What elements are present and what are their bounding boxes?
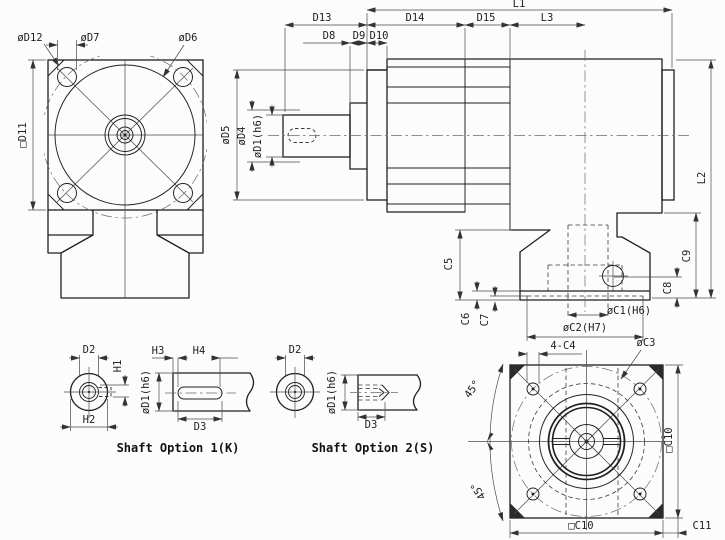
dim-label-angle-top: 45°: [462, 378, 483, 401]
dim-label-d15: D15: [476, 12, 496, 24]
shaft-option-2: [270, 344, 434, 455]
dim-label-c8: C8: [662, 281, 674, 295]
dim-label-d11: □D11: [17, 122, 29, 148]
dim-label-c9: C9: [681, 249, 693, 263]
dim-label-h2: H2: [82, 414, 96, 426]
front-view: [17, 32, 208, 298]
dim-label-d14: D14: [405, 12, 425, 24]
dim-label-d9: D9: [352, 30, 366, 42]
dim-label-d12: øD12: [17, 32, 43, 44]
dim-label-d13: D13: [312, 12, 332, 24]
dim-label-o1-d1: øD1(h6): [140, 369, 152, 415]
dim-label-d7: øD7: [80, 32, 100, 44]
dim-label-c3: øC3: [636, 337, 656, 349]
dim-label-c10-right: □C10: [663, 427, 675, 453]
dim-label-c5: C5: [443, 257, 455, 271]
dim-label-l2: L2: [696, 171, 708, 185]
dim-label-d4: øD4: [236, 126, 248, 146]
dim-label-c4: 4-C4: [550, 340, 576, 352]
dim-label-o2-d2: D2: [288, 344, 302, 356]
shaft-option-1-caption: Shaft Option 1(K): [116, 441, 240, 455]
dim-label-d6: øD6: [178, 32, 198, 44]
dim-label-c7: C7: [479, 313, 491, 327]
shaft-option-2-caption: Shaft Option 2(S): [311, 441, 435, 455]
dim-label-o1-d2: D2: [82, 344, 96, 356]
dim-label-h4: H4: [192, 345, 206, 357]
dim-label-c10-bottom: □C10: [568, 520, 594, 532]
dim-label-h3: H3: [151, 345, 165, 357]
dim-label-c2: øC2(H7): [562, 322, 608, 334]
dim-label-c11: C11: [692, 520, 712, 532]
dim-label-d8: D8: [322, 30, 336, 42]
dim-label-o1-d3: D3: [193, 421, 207, 433]
dim-label-l1: L1: [512, 0, 526, 10]
dim-label-o2-d1: øD1(h6): [326, 369, 338, 415]
bottom-view: [462, 337, 711, 538]
side-view: [220, 0, 716, 341]
dim-label-o2-d3: D3: [364, 419, 378, 431]
dim-label-l3: L3: [540, 12, 554, 24]
shaft-option-1: [60, 344, 254, 455]
dim-label-c1: øC1(H6): [606, 305, 652, 317]
dim-label-d5: øD5: [220, 125, 232, 145]
dim-label-c6: C6: [460, 312, 472, 326]
dim-label-d1-side: øD1(h6): [252, 113, 264, 159]
dim-label-h1: H1: [112, 359, 124, 373]
dim-label-d10: D10: [369, 30, 389, 42]
dim-label-angle-bottom: 45°: [468, 479, 489, 502]
